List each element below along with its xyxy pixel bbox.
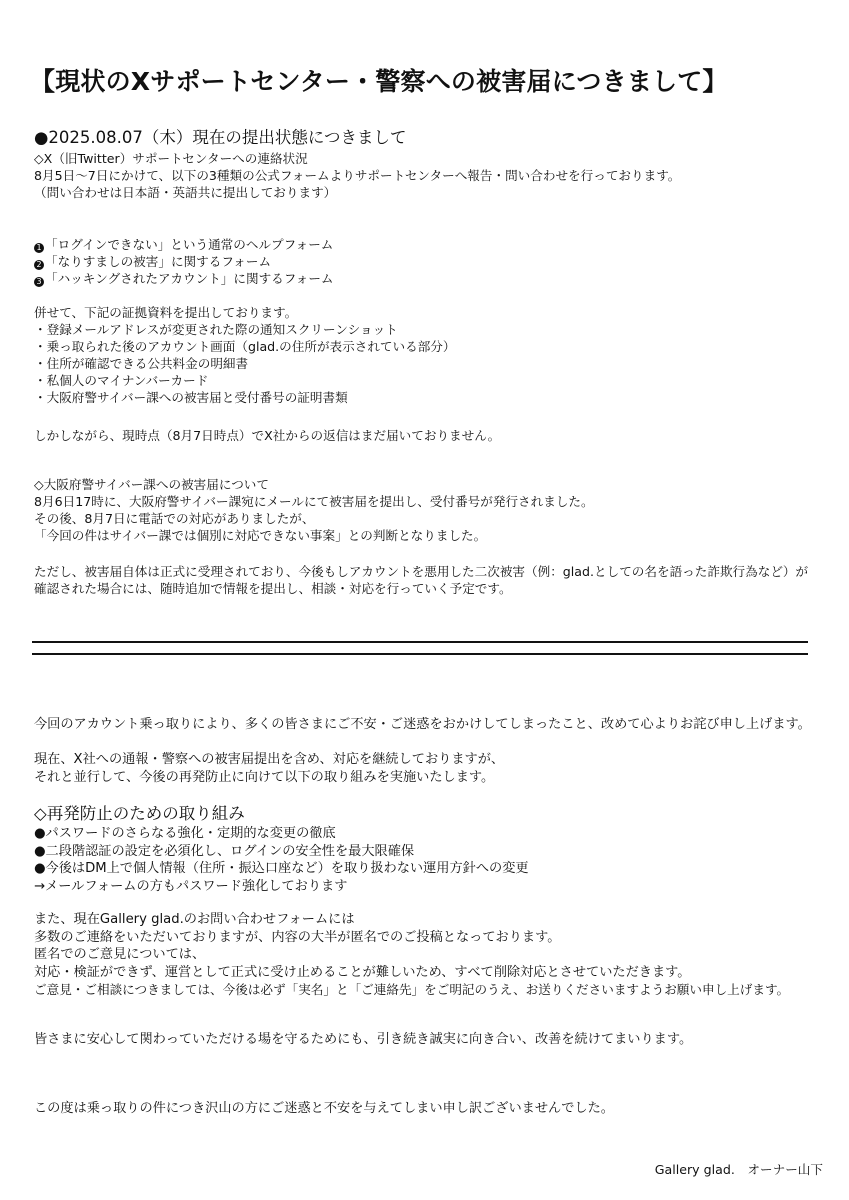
apology-p1: 今回のアカウント乗っ取りにより、多くの皆さまにご不安・ご迷惑をおかけしてしまったこと、改めて心よりお詫び申し上げます。 (34, 717, 811, 732)
list-item: →メールフォームの方もパスワード強化しております (34, 878, 348, 894)
list-item: 3 「ハッキングされたアカウント」に関するフォーム (34, 270, 334, 287)
list-item: 1 「ログインできない」という通常のヘルプフォーム (34, 236, 334, 253)
apology-p3-line: 多数のご連絡をいただいておりますが、内容の大半が匿名でのご投稿となっております。 (34, 929, 561, 945)
apology-p2 (34, 751, 504, 786)
apology-p3-line: また、現在Gallery glad.のお問い合わせフォームには (34, 912, 355, 927)
apology-p4: 皆さまに安心して関わっていただける場を守るためにも、引き続き誠実に向き合い、改善を続けてまいります。 (34, 1032, 693, 1047)
apology-p3-line: ご意見・ご相談につきましては、今後は必ず「実名」と「ご連絡先」をご明記のうえ、お送りくださいますようお願い申し上げます。 (34, 982, 790, 997)
list-item: ・私個人のマイナンバーカード (34, 373, 209, 388)
list-item: ・乗っ取られた後のアカウント画面（glad.の住所が表示されている部分） (34, 339, 456, 354)
list-item: ●パスワードのさらなる強化・定期的な変更の徹底 (34, 826, 336, 841)
list-item: ●今後はDM上で個人情報（住所・振込口座など）を取り扱わない運用方針への変更 (34, 861, 529, 876)
police-line: その後、8月7日に電話での対応がありましたが、 (34, 511, 315, 526)
police-note (34, 563, 808, 597)
apology-p2-line: 現在、X社への通報・警察への被害届提出を含め、対応を継続しておりますが、 (34, 752, 505, 767)
status-heading: ●2025.08.07（木）現在の提出状態につきまして (34, 128, 407, 147)
number-2-icon: 2 (34, 260, 44, 270)
list-item: ・登録メールアドレスが変更された際の通知スクリーンショット (34, 322, 398, 337)
list-item: ・大阪府警サイバー課への被害届と受付番号の証明書類 (34, 390, 348, 405)
page-title: 【現状のXサポートセンター・警察への被害届につきまして】 (30, 67, 728, 96)
police-note-line: ただし、被害届自体は正式に受理されており、今後もしアカウントを悪用した二次被害（例：glad.としての名を語った詐欺行為など）が (34, 564, 809, 579)
measures-list (34, 825, 529, 895)
divider (32, 641, 808, 643)
apology-p3-line: 匿名でのご意見については、 (34, 947, 206, 962)
number-1-icon: 1 (34, 243, 44, 253)
apology-p3 (34, 911, 789, 999)
evidence-section (34, 304, 456, 406)
forms-list (34, 236, 334, 287)
police-section (34, 476, 594, 544)
x-line: （問い合わせは日本語・英語共に提出しております） (34, 185, 337, 200)
measures-title: ◇再発防止のための取り組み (34, 804, 245, 823)
police-line: 「今回の件はサイバー課では個別に対応できない事案」との判断となりました。 (34, 528, 487, 543)
list-item: 2 「なりすましの被害」に関するフォーム (34, 253, 334, 270)
x-line: 8月5日〜7日にかけて、以下の3種類の公式フォームよりサポートセンターへ報告・問い合わせを行っております。 (34, 168, 681, 183)
list-item: ・住所が確認できる公共料金の明細書 (34, 356, 249, 371)
no-reply-note: しかしながら、現時点（8月7日時点）でX社からの返信はまだ届いておりません。 (34, 428, 501, 443)
police-line: 8月6日17時に、大阪府警サイバー課宛にメールにて被害届を提出し、受付番号が発行されました。 (34, 494, 594, 509)
police-note-line: 確認された場合には、随時追加で情報を提出し、相談・対応を行っていく予定です。 (34, 581, 512, 596)
list-item: ●二段階認証の設定を必須化し、ログインの安全性を最大限確保 (34, 843, 415, 859)
signature: Gallery glad. オーナー山下 (654, 1162, 823, 1177)
apology-p2-line: それと並行して、今後の再発防止に向けて以下の取り組みを実施いたします。 (34, 769, 495, 785)
number-3-icon: 3 (34, 277, 44, 287)
x-section-title: ◇X（旧Twitter）サポートセンターへの連絡状況 (34, 151, 308, 166)
x-support-section (34, 150, 680, 201)
police-title: ◇大阪府警サイバー課への被害届について (34, 477, 269, 492)
apology-p5: この度は乗っ取りの件につき沢山の方にご迷惑と不安を与えてしまい申し訳ございませんでした。 (34, 1101, 614, 1116)
evidence-intro: 併せて、下記の証拠資料を提出しております。 (34, 305, 298, 320)
apology-p3-line: 対応・検証ができず、運営として正式に受け止めることが難しいため、すべて削除対応とさせていただきます。 (34, 964, 691, 980)
divider (32, 653, 808, 655)
